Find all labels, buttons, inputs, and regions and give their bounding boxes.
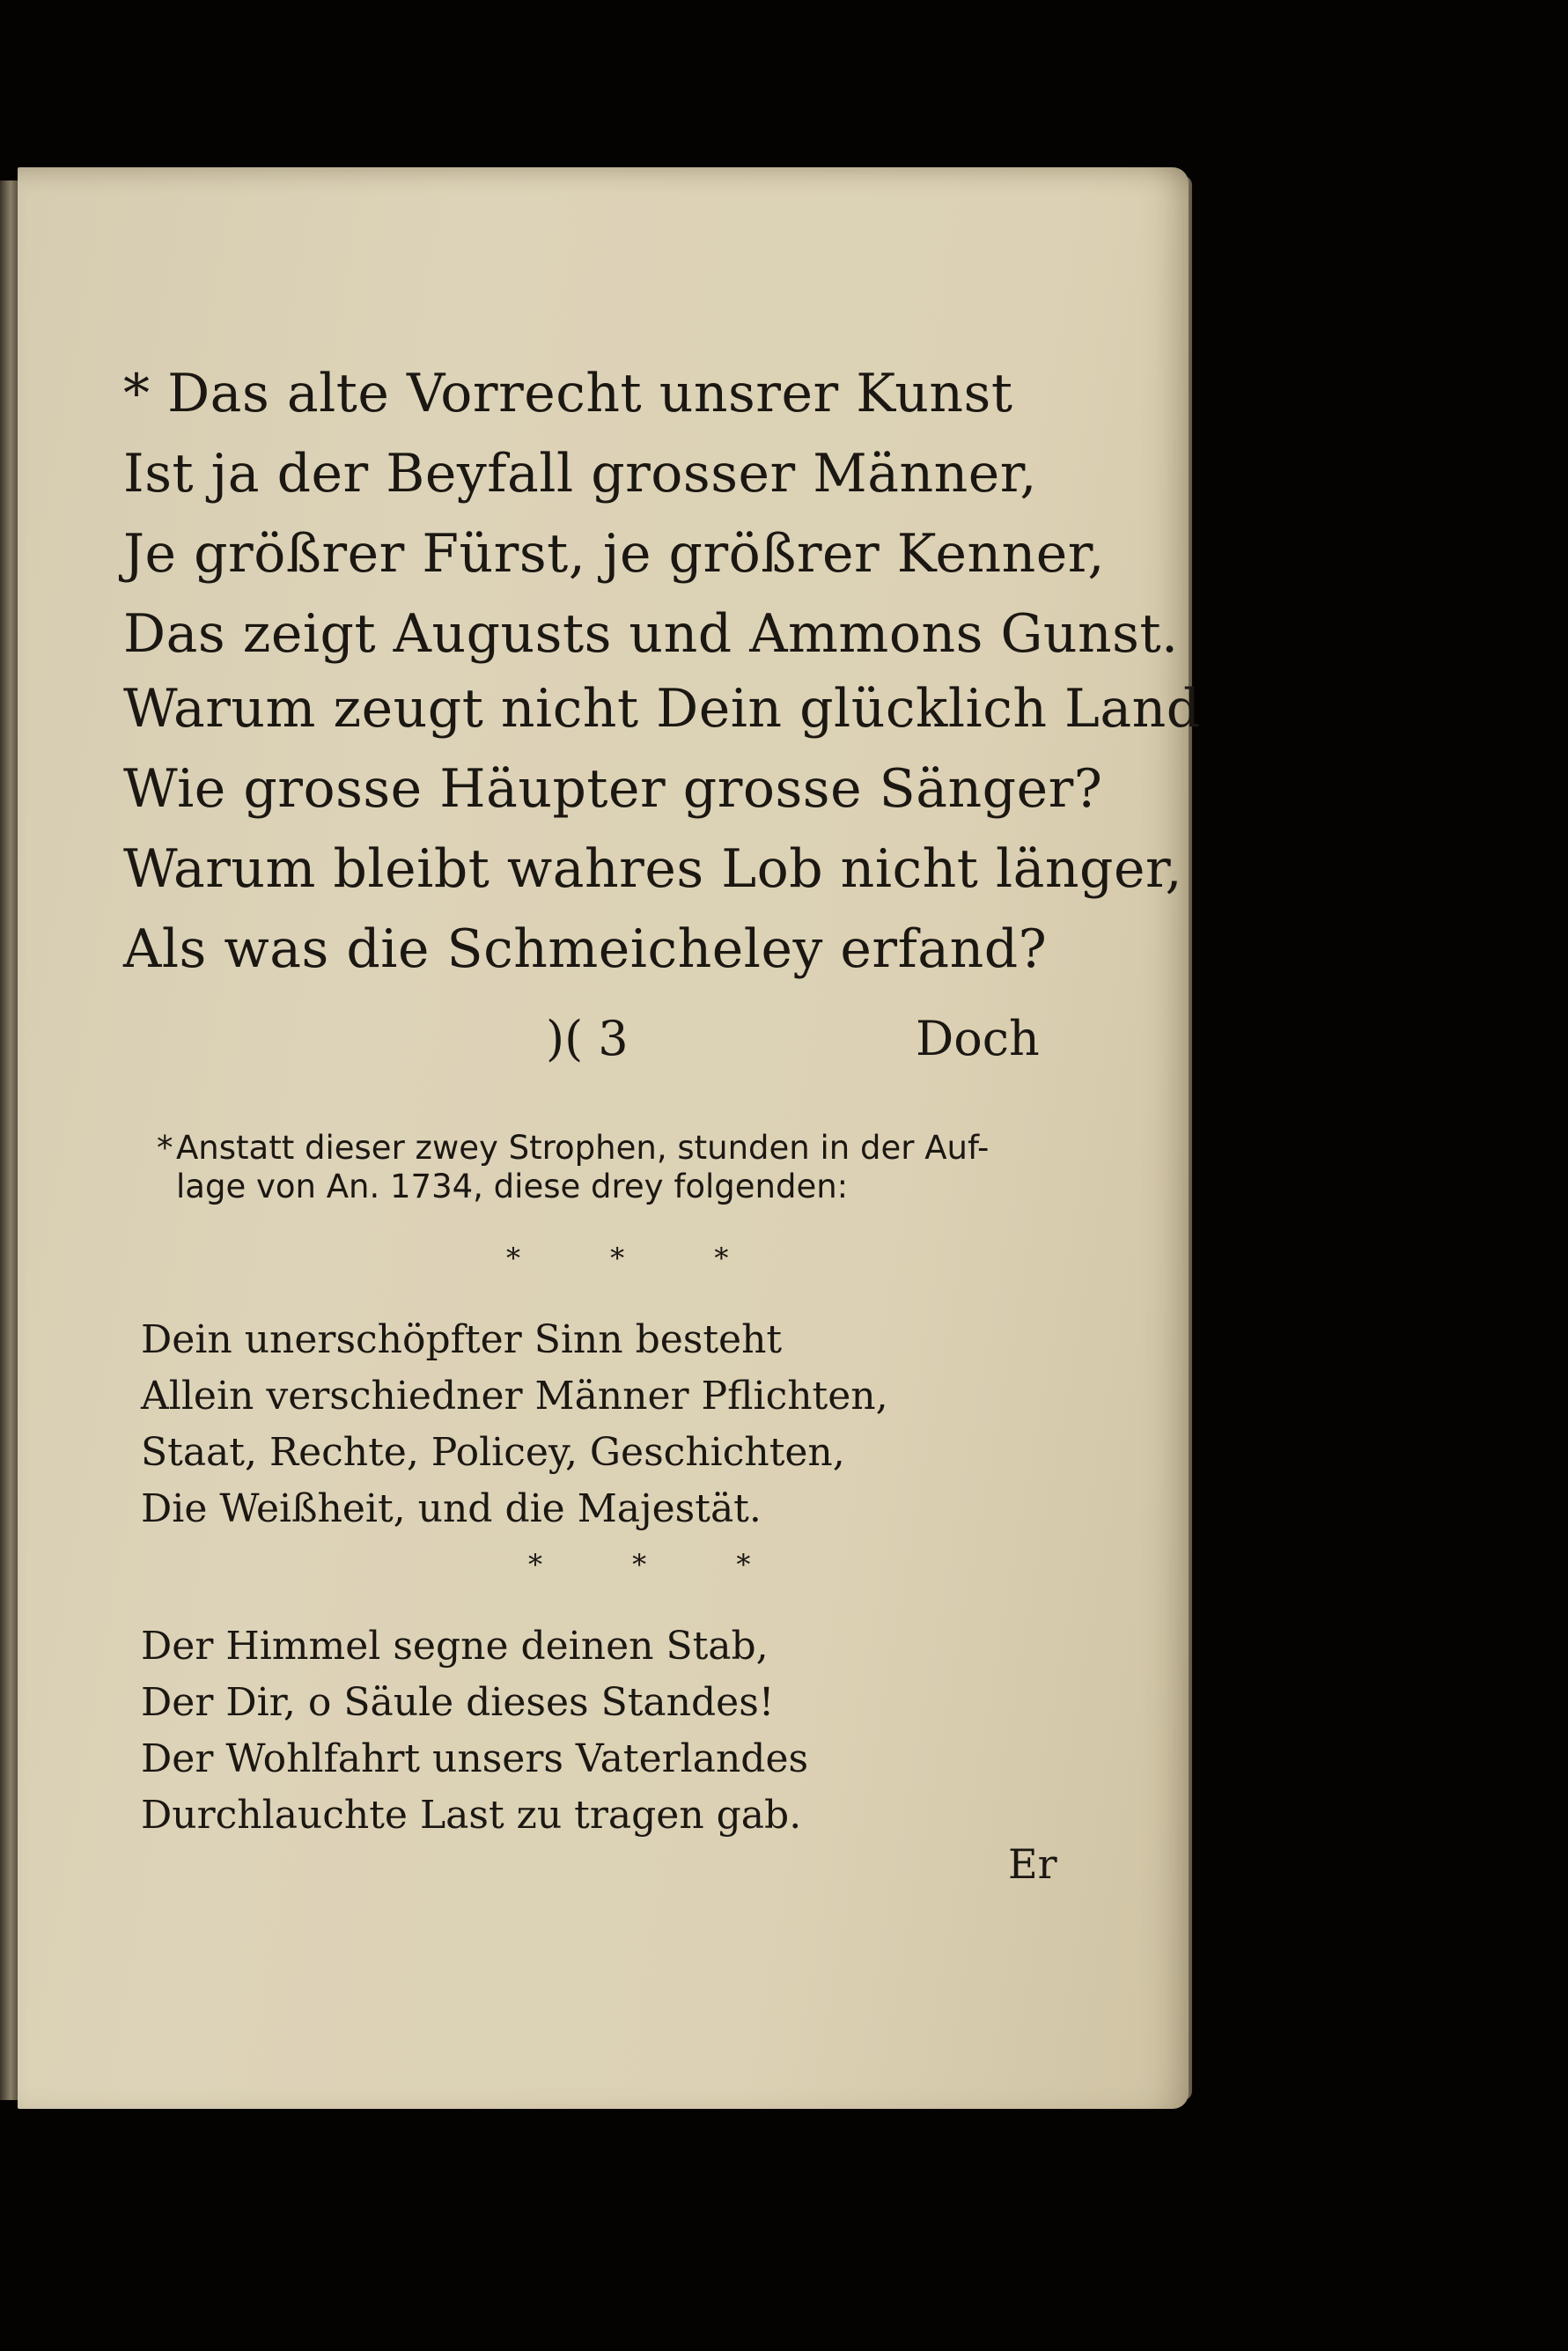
verse-stanza-1 — [123, 354, 1179, 674]
verse-line: Das zeigt Augusts und Ammons Gunst. — [123, 603, 1179, 665]
verse-line: Je größrer Fürst, je größrer Kenner, — [123, 523, 1105, 585]
verse-line: Staat, Rechte, Policey, Geschichten, — [141, 1430, 845, 1475]
verse-line: Warum bleibt wahres Lob nicht länger, — [123, 838, 1183, 900]
footnote-line: Anstatt dieser zwey Strophen, stunden in der Auf- — [176, 1129, 990, 1167]
verse-line: Wie grosse Häupter grosse Sänger? — [123, 758, 1103, 820]
verse-line: Der Wohlfahrt unsers Vaterlandes — [141, 1736, 809, 1781]
alternate-stanza-2 — [141, 1618, 808, 1844]
verse-line: * Das alte Vorrecht unsrer Kunst — [123, 363, 1013, 424]
alternate-stanza-1 — [141, 1312, 888, 1537]
section-separator: * * * — [528, 1548, 791, 1581]
verse-line: Als was die Schmeicheley erfand? — [123, 918, 1048, 980]
verse-line: Der Himmel segne deinen Stab, — [141, 1624, 769, 1669]
catchword-bottom: Er — [1008, 1840, 1057, 1888]
verse-line: Ist ja der Beyfall grosser Männer, — [123, 443, 1037, 505]
verse-line: Der Dir, o Säule dieses Standes! — [141, 1680, 775, 1725]
footnote-line: lage von An. 1734, diese drey folgenden: — [176, 1168, 849, 1205]
facing-page-edge — [0, 181, 18, 2100]
verse-line: Dein unerschöpfter Sinn besteht — [141, 1317, 783, 1362]
footnote — [157, 1129, 1056, 1206]
verse-line: Allein verschiedner Männer Pflichten, — [141, 1374, 888, 1419]
footnote-marker: * — [157, 1129, 173, 1167]
catchword-top: Doch — [916, 1011, 1040, 1066]
verse-line: Durchlauchte Last zu tragen gab. — [141, 1793, 802, 1838]
verse-line: Warum zeugt nicht Dein glücklich Land — [123, 678, 1201, 740]
verse-stanza-2 — [123, 669, 1201, 990]
signature-mark: )( 3 — [546, 1011, 629, 1066]
verse-line: Die Weißheit, und die Majestät. — [141, 1486, 762, 1531]
section-separator: * * * — [506, 1242, 769, 1275]
